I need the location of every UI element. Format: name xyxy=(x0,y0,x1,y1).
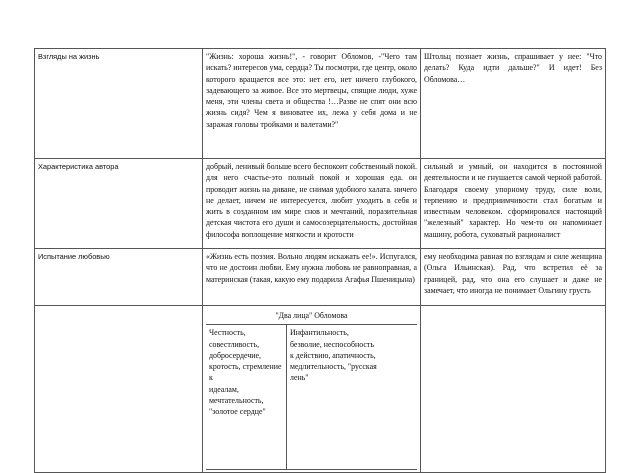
oblomov-cell: «Жизнь есть поэзия. Вольно людям искажать ее!». Испугался, что не достоин любви. Ему нужна любовь не равноправная, а материнская (такая, какую ему подарила Агафья Пшеницына) xyxy=(203,249,421,306)
two-faces-cell xyxy=(203,306,421,473)
empty-cell xyxy=(421,306,606,473)
table-row xyxy=(35,159,606,249)
table-row xyxy=(35,249,606,306)
stolz-cell: ему необходима равная по взглядам и силе женщина (Ольга Ильинская). Рад, что встретил её за границей, рад, что она его слушает и даже не замечает, что иногда не понимает Ольгину грусть xyxy=(421,249,606,306)
row-label-cell xyxy=(35,159,203,249)
trait-line: "золотое сердце" xyxy=(209,407,266,417)
oblomov-cell: добрый, ленивый больше всего беспокоит собственный покой. для него счастье-это полный покой и хорошая еда. он проводит жизнь на диване, не снимая удобного халата. ничего не делает, ничем не интересуется, любит уходить в себя и жить в созданном им мире снов и мечтаний, поразительная детская чистота его души и самосозерцательность, достойная философа воплощение мягкости и кротости xyxy=(203,159,421,249)
trait-line: добросердечие, xyxy=(209,350,261,360)
table-row xyxy=(35,49,606,159)
row-label-cell xyxy=(35,249,203,306)
row-label: Испытание любовью xyxy=(38,252,110,261)
trait-line: мечтательность, xyxy=(209,396,264,406)
empty-cell xyxy=(35,306,203,473)
stolz-cell: Штольц познает жизнь, спрашивает у нее: "Что делать? Куда идти дальше?" И идет! Без Обломова… xyxy=(421,49,606,159)
trait-line: Честность, xyxy=(209,328,246,338)
positive-traits xyxy=(206,325,287,470)
trait-line: совестливость, xyxy=(209,339,260,349)
stolz-cell: сильный и умный, он находится в постоянной деятельности и не гнушается самой черной работой. Благодаря своему упорному труду, силе воли, терпению и предприимчивости стал богатым и известным человеком. сформировался настоящий "железный" характер. Но чем-то он напоминает машину, робота, суховатый рационалист xyxy=(421,159,606,249)
comparison-table xyxy=(34,48,606,473)
trait-line: лень" xyxy=(290,373,309,383)
trait-line: Инфантильность, xyxy=(290,328,349,338)
trait-line: медлительность, "русская xyxy=(290,362,377,372)
negative-traits xyxy=(287,325,418,470)
trait-line: кротость, стремление к xyxy=(209,362,282,383)
row-label: Характеристика автора xyxy=(38,162,119,171)
table-row xyxy=(206,325,417,470)
trait-line: к действию, апатичность, xyxy=(290,350,376,360)
two-faces-title: "Два лица" Обломова xyxy=(206,308,417,325)
oblomov-cell: "Жизнь: хороша жизнь!", - говорит Обломов, -"Чего там искать? интересов ума, сердца? Ты посмотри, где центр, около которого вращается все это: нет его, нет ничего глубокого, задевающего за живое. Все это мертвецы, спящие люди, хуже меня, эти члены света и общества !…Разве не спят они всю жизнь сидя? Чем я виноватее их, лежа у себя дома и не заражая головы тройками и валетами?" xyxy=(203,49,421,159)
row-label: Взгляды на жизнь xyxy=(38,52,100,61)
two-faces-table xyxy=(206,325,417,470)
table-row xyxy=(35,306,606,473)
trait-line: идеалам, xyxy=(209,384,239,394)
row-label-cell xyxy=(35,49,203,159)
trait-line: безволие, неспособность xyxy=(290,339,374,349)
